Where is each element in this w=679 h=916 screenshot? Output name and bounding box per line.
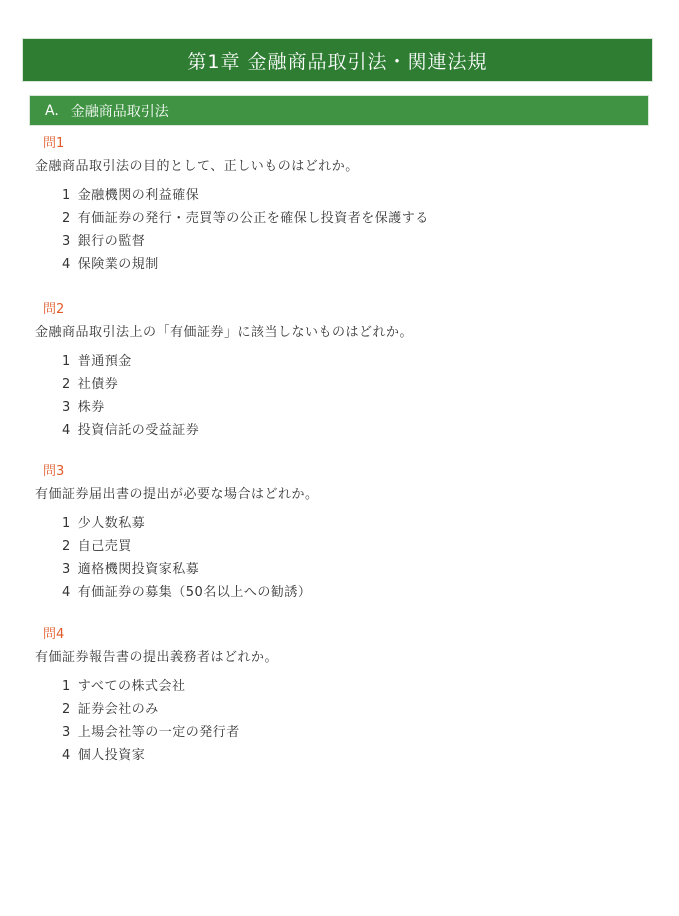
option-number: 1 <box>62 188 71 203</box>
option-number: 3 <box>62 562 71 577</box>
question-options <box>0 350 679 442</box>
option-row <box>62 184 679 207</box>
question-label: 問1 <box>43 136 65 151</box>
chapter-title: 第1章 金融商品取引法・関連法規 <box>187 50 488 73</box>
question-stem: 有価証券報告書の提出義務者はどれか。 <box>35 650 279 665</box>
option-text: 有価証券の発行・売買等の公正を確保し投資者を保護する <box>77 211 429 226</box>
option-number: 4 <box>62 585 71 600</box>
section-banner <box>29 95 649 126</box>
question-block <box>0 136 679 276</box>
option-number: 2 <box>62 211 71 226</box>
option-number: 3 <box>62 400 71 415</box>
option-number: 4 <box>62 748 71 763</box>
option-number: 2 <box>62 539 71 554</box>
question-block <box>0 627 679 767</box>
option-row <box>62 207 679 230</box>
option-number: 1 <box>62 516 71 531</box>
question-label: 問3 <box>43 464 65 479</box>
option-row <box>62 512 679 535</box>
option-text: 有価証券の募集（50名以上への勧誘） <box>77 585 312 600</box>
option-number: 1 <box>62 679 71 694</box>
option-row <box>62 675 679 698</box>
question-stem: 金融商品取引法の目的として、正しいものはどれか。 <box>35 159 359 174</box>
option-text: 少人数私募 <box>77 516 146 531</box>
question-options <box>0 512 679 604</box>
option-number: 2 <box>62 702 71 717</box>
option-text: すべての株式会社 <box>77 679 186 694</box>
question-block <box>0 464 679 604</box>
option-text: 普通預金 <box>77 354 132 369</box>
option-text: 保険業の規制 <box>77 257 159 272</box>
option-text: 上場会社等の一定の発行者 <box>77 725 240 740</box>
question-options <box>0 675 679 767</box>
question-label: 問2 <box>43 302 65 317</box>
question-stem: 有価証券届出書の提出が必要な場合はどれか。 <box>35 487 319 502</box>
section-title: 金融商品取引法 <box>70 103 169 120</box>
option-text: 自己売買 <box>77 539 132 554</box>
option-row <box>62 744 679 767</box>
option-row <box>62 419 679 442</box>
option-text: 株券 <box>77 400 105 415</box>
option-row <box>62 558 679 581</box>
option-row <box>62 253 679 276</box>
chapter-banner <box>22 38 653 82</box>
option-text: 証券会社のみ <box>77 702 159 717</box>
option-number: 2 <box>62 377 71 392</box>
option-row <box>62 396 679 419</box>
option-number: 1 <box>62 354 71 369</box>
option-row <box>62 581 679 604</box>
option-row <box>62 373 679 396</box>
question-options <box>0 184 679 276</box>
option-text: 個人投資家 <box>77 748 146 763</box>
option-row <box>62 721 679 744</box>
option-text: 社債券 <box>77 377 119 392</box>
question-block <box>0 302 679 442</box>
option-number: 4 <box>62 423 71 438</box>
option-text: 適格機関投資家私募 <box>77 562 200 577</box>
option-number: 3 <box>62 725 71 740</box>
option-row <box>62 350 679 373</box>
question-stem: 金融商品取引法上の「有価証券」に該当しないものはどれか。 <box>35 325 414 340</box>
section-prefix: A. <box>45 102 59 119</box>
option-row <box>62 230 679 253</box>
question-label: 問4 <box>43 627 65 642</box>
option-row <box>62 535 679 558</box>
option-text: 銀行の監督 <box>77 234 146 249</box>
option-text: 投資信託の受益証券 <box>77 423 200 438</box>
option-number: 4 <box>62 257 71 272</box>
option-text: 金融機関の利益確保 <box>77 188 200 203</box>
option-row <box>62 698 679 721</box>
option-number: 3 <box>62 234 71 249</box>
